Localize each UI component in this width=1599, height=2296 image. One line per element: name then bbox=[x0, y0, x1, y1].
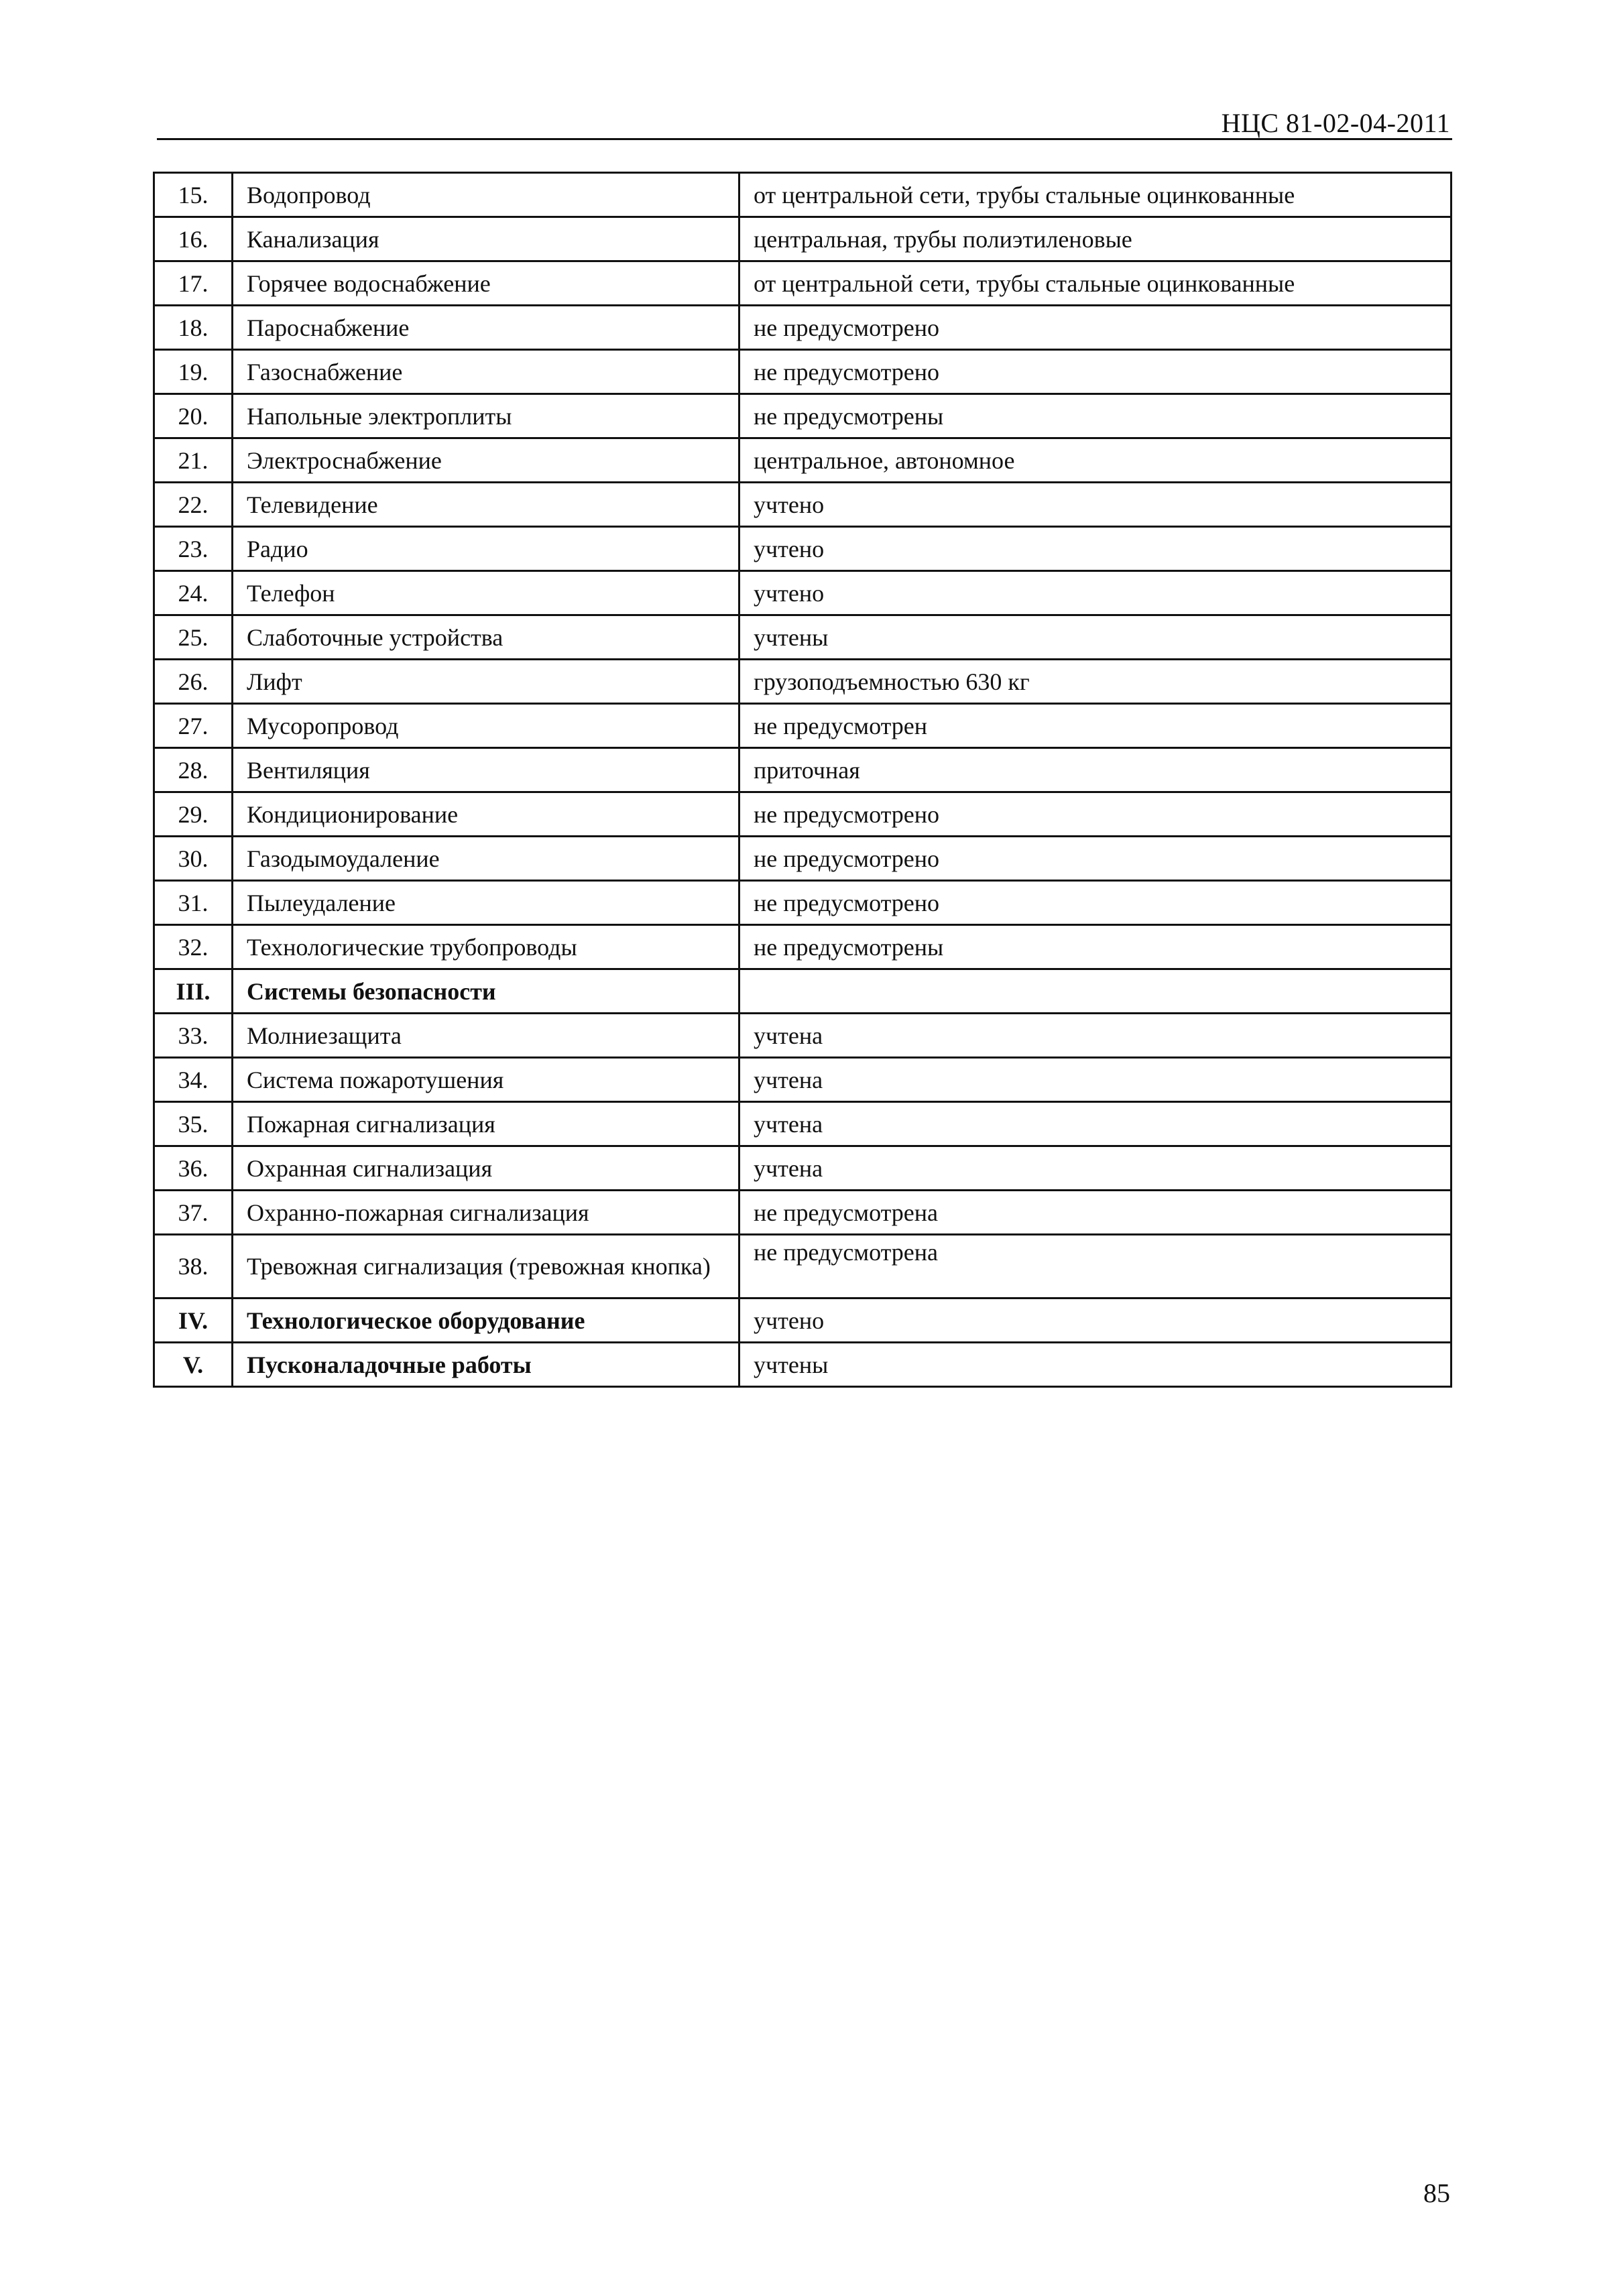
row-name: Телефон bbox=[233, 571, 739, 615]
row-value: учтено bbox=[739, 571, 1452, 615]
row-value: не предусмотрена bbox=[739, 1235, 1452, 1298]
table-row bbox=[154, 792, 1452, 837]
row-name: Охранная сигнализация bbox=[233, 1146, 739, 1191]
row-number: 23. bbox=[154, 527, 233, 571]
table-row bbox=[154, 925, 1452, 969]
row-value: учтено bbox=[739, 527, 1452, 571]
row-value: не предусмотрено bbox=[739, 837, 1452, 881]
row-name: Горячее водоснабжение bbox=[233, 261, 739, 306]
row-name: Водопровод bbox=[233, 173, 739, 217]
row-name: Молниезащита bbox=[233, 1014, 739, 1058]
row-number: 34. bbox=[154, 1058, 233, 1102]
row-number: 32. bbox=[154, 925, 233, 969]
row-number: 36. bbox=[154, 1146, 233, 1191]
row-name: Пожарная сигнализация bbox=[233, 1102, 739, 1146]
specification-table bbox=[153, 172, 1452, 1388]
row-number: 29. bbox=[154, 792, 233, 837]
row-number: IV. bbox=[154, 1298, 233, 1343]
row-value: грузоподъемностью 630 кг bbox=[739, 660, 1452, 704]
row-name: Радио bbox=[233, 527, 739, 571]
row-name: Пылеудаление bbox=[233, 881, 739, 925]
row-number: 30. bbox=[154, 837, 233, 881]
row-number: 31. bbox=[154, 881, 233, 925]
row-number: 19. bbox=[154, 350, 233, 394]
row-value: не предусмотрено bbox=[739, 792, 1452, 837]
table-row bbox=[154, 261, 1452, 306]
table-row bbox=[154, 571, 1452, 615]
row-name: Электроснабжение bbox=[233, 438, 739, 483]
row-name: Мусоропровод bbox=[233, 704, 739, 748]
table-row bbox=[154, 1146, 1452, 1191]
row-number: III. bbox=[154, 969, 233, 1014]
row-value: учтена bbox=[739, 1146, 1452, 1191]
section-row bbox=[154, 1343, 1452, 1387]
table-row bbox=[154, 173, 1452, 217]
row-name: Напольные электроплиты bbox=[233, 394, 739, 438]
row-number: 37. bbox=[154, 1191, 233, 1235]
table-row bbox=[154, 527, 1452, 571]
row-number: 28. bbox=[154, 748, 233, 792]
table-row bbox=[154, 837, 1452, 881]
row-number: 33. bbox=[154, 1014, 233, 1058]
table-row bbox=[154, 881, 1452, 925]
row-value: не предусмотрено bbox=[739, 350, 1452, 394]
row-value: не предусмотрены bbox=[739, 925, 1452, 969]
row-name: Кондиционирование bbox=[233, 792, 739, 837]
row-number: 25. bbox=[154, 615, 233, 660]
row-name: Газодымоудаление bbox=[233, 837, 739, 881]
row-number: 26. bbox=[154, 660, 233, 704]
row-name: Газоснабжение bbox=[233, 350, 739, 394]
row-number: 18. bbox=[154, 306, 233, 350]
row-name: Тревожная сигнализация (тревожная кнопка) bbox=[233, 1235, 739, 1298]
table-row bbox=[154, 217, 1452, 261]
row-number: 20. bbox=[154, 394, 233, 438]
row-name: Пароснабжение bbox=[233, 306, 739, 350]
table-row bbox=[154, 483, 1452, 527]
row-value: центральное, автономное bbox=[739, 438, 1452, 483]
table-row bbox=[154, 1235, 1452, 1298]
table-row bbox=[154, 615, 1452, 660]
row-name: Вентиляция bbox=[233, 748, 739, 792]
row-value: учтена bbox=[739, 1014, 1452, 1058]
table-row bbox=[154, 1102, 1452, 1146]
header-rule bbox=[157, 138, 1452, 140]
row-number: 16. bbox=[154, 217, 233, 261]
row-number: 24. bbox=[154, 571, 233, 615]
row-name: Технологические трубопроводы bbox=[233, 925, 739, 969]
table-row bbox=[154, 1191, 1452, 1235]
table-row bbox=[154, 306, 1452, 350]
document-code: НЦС 81-02-04-2011 bbox=[1221, 108, 1450, 138]
table-row bbox=[154, 1014, 1452, 1058]
row-name: Система пожаротушения bbox=[233, 1058, 739, 1102]
row-value: от центральной сети, трубы стальные оцинкованные bbox=[739, 261, 1452, 306]
row-number: 22. bbox=[154, 483, 233, 527]
section-row bbox=[154, 1298, 1452, 1343]
row-number: V. bbox=[154, 1343, 233, 1387]
section-row bbox=[154, 969, 1452, 1014]
row-number: 35. bbox=[154, 1102, 233, 1146]
row-value: учтена bbox=[739, 1058, 1452, 1102]
table-row bbox=[154, 748, 1452, 792]
row-name: Системы безопасности bbox=[233, 969, 739, 1014]
table-row bbox=[154, 1058, 1452, 1102]
row-value: не предусмотрена bbox=[739, 1191, 1452, 1235]
row-name: Охранно-пожарная сигнализация bbox=[233, 1191, 739, 1235]
row-value: не предусмотрены bbox=[739, 394, 1452, 438]
page-number: 85 bbox=[1423, 2178, 1450, 2208]
row-name: Пусконаладочные работы bbox=[233, 1343, 739, 1387]
row-value: центральная, трубы полиэтиленовые bbox=[739, 217, 1452, 261]
row-value: учтено bbox=[739, 483, 1452, 527]
row-value: учтено bbox=[739, 1298, 1452, 1343]
table-row bbox=[154, 394, 1452, 438]
row-value: учтена bbox=[739, 1102, 1452, 1146]
table-row bbox=[154, 660, 1452, 704]
table-row bbox=[154, 438, 1452, 483]
table-row bbox=[154, 704, 1452, 748]
row-value: не предусмотрен bbox=[739, 704, 1452, 748]
specification-table-body bbox=[154, 173, 1452, 1387]
row-number: 21. bbox=[154, 438, 233, 483]
row-value: не предусмотрено bbox=[739, 881, 1452, 925]
row-name: Слаботочные устройства bbox=[233, 615, 739, 660]
row-value: не предусмотрено bbox=[739, 306, 1452, 350]
row-number: 38. bbox=[154, 1235, 233, 1298]
row-value: от центральной сети, трубы стальные оцинкованные bbox=[739, 173, 1452, 217]
row-number: 17. bbox=[154, 261, 233, 306]
row-number: 27. bbox=[154, 704, 233, 748]
row-value: учтены bbox=[739, 1343, 1452, 1387]
table-row bbox=[154, 350, 1452, 394]
row-name: Лифт bbox=[233, 660, 739, 704]
row-value: учтены bbox=[739, 615, 1452, 660]
row-number: 15. bbox=[154, 173, 233, 217]
row-name: Технологическое оборудование bbox=[233, 1298, 739, 1343]
row-name: Канализация bbox=[233, 217, 739, 261]
row-value bbox=[739, 969, 1452, 1014]
row-name: Телевидение bbox=[233, 483, 739, 527]
row-value: приточная bbox=[739, 748, 1452, 792]
